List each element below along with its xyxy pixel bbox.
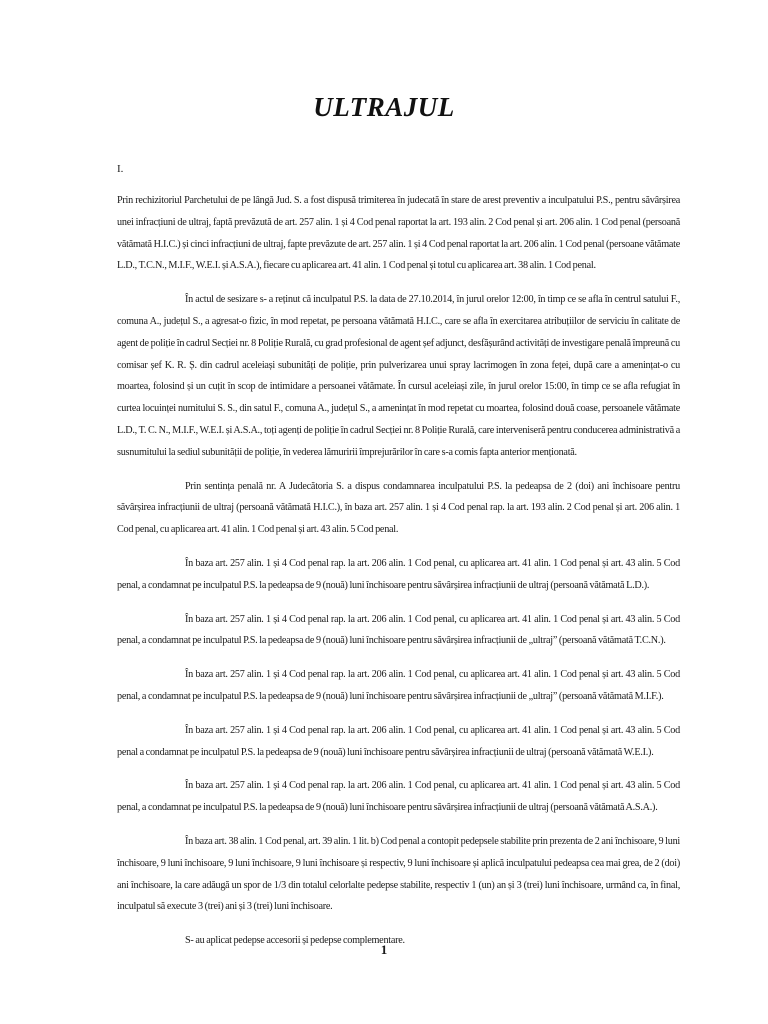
paragraph-conviction-tcn: În baza art. 257 alin. 1 și 4 Cod penal rap. la art. 206 alin. 1 Cod penal, cu aplicarea art. 41 alin. 1 Cod penal și art. 43 alin. 5 Cod penal, a condamnat pe inculpatul P.S. la pedeapsa de 9 (nouă) luni închisoare pentru săvârșirea infracțiunii de „ultraj” (persoană vătămată T.C.N.). (117, 613, 680, 647)
paragraph-facts: În actul de sesizare s- a reținut că inculpatul P.S. la data de 27.10.2014, în jurul orelor 12:00, în timp ce se afla în centrul satului F., comuna A., județul S., a agresat-o fizic, în mod repetat, pe persoana vătămată H.I.C., care se afla în exercitarea atribuțiilor de serviciu în calitate de agent de poliție în cadrul Secției nr. 8 Poliție Rurală, cu grad profesional de agent șef adjunct, desfășurând activități de investigare penală împreună cu comisar șef K. R. Ș. din cadrul aceleiași subunități de poliție, prin pulverizarea unui spray lacrimogen în zona feței, după care a amenințat-o cu moartea, folosind și un cuțit în scop de intimidare a persoanei vătămate. În cursul aceleiași zile, în jurul orelor 15:00, în timp ce se afla refugiat în curtea locuinței numitului S. S., din satul F., comuna A., județul S., a amenințat în mod repetat cu moartea, folosind două coase, persoanele vătămate L.D., T. C. N., M.I.F., W.E.I. și A.S.A., toți agenți de poliție în cadrul Secției nr. 8 Poliție Rurală, care interveniseră pentru conducerea administrativă a susnumitului la sediul subunității de poliție, în vederea lămuririi împrejurărilor în care s-a comis fapta anterior menționată. (117, 294, 680, 458)
paragraph-conviction-ld: În baza art. 257 alin. 1 și 4 Cod penal rap. la art. 206 alin. 1 Cod penal, cu aplicarea art. 41 alin. 1 Cod penal și art. 43 alin. 5 Cod penal, a condamnat pe inculpatul P.S. la pedeapsa de 9 (nouă) luni închisoare pentru săvârșirea infracțiunii de ultraj (persoană vătămată L.D.). (117, 557, 680, 591)
paragraph-conviction-mif: În baza art. 257 alin. 1 și 4 Cod penal rap. la art. 206 alin. 1 Cod penal, cu aplicarea art. 41 alin. 1 Cod penal și art. 43 alin. 5 Cod penal, a condamnat pe inculpatul P.S. la pedeapsa de 9 (nouă) luni închisoare pentru săvârșirea infracțiunii de „ultraj” (persoană vătămată M.I.F.). (117, 669, 680, 702)
paragraph-conviction-wei: În baza art. 257 alin. 1 și 4 Cod penal rap. la art. 206 alin. 1 Cod penal, cu aplicarea art. 41 alin. 1 Cod penal și art. 43 alin. 5 Cod penal a condamnat pe inculpatul P.S. la pedeapsa de 9 (nouă) luni închisoare pentru săvârșirea infracțiunii de ultraj (persoană vătămată W.E.I.). (117, 724, 680, 758)
section-number: I. (117, 163, 124, 175)
page-number: 1 (380, 942, 388, 957)
paragraph-accessory-penalties: S- au aplicat pedepse accesorii și pedepse complementare. (185, 935, 405, 947)
paragraph-merged-sentence: În baza art. 38 alin. 1 Cod penal, art. 39 alin. 1 lit. b) Cod penal a contopit pedepsele stabilite prin prezenta de 2 ani închisoare, 9 luni închisoare, 9 luni închisoare, 9 luni închisoare, 9 luni închisoare și respectiv, 9 luni închisoare și aplică inculpatului pedeapsa cea mai grea, de 2 (doi) ani închisoare, la care adăugă un spor de 1/3 din totalul celorlalte pedepse stabilite, respectiv 1 (un) an și 3 (trei) luni închisoare, urmând ca, în final, inculpatul să execute 3 (trei) ani și 3 (trei) luni închisoare. (117, 835, 680, 913)
document-body (117, 190, 680, 964)
paragraph-indictment: Prin rechizitoriul Parchetului de pe lângă Jud. S. a fost dispusă trimiterea în judecată în stare de arest preventiv a inculpatului P.S., pentru săvârșirea unei infracțiuni de ultraj, faptă prevăzută de art. 257 alin. 1 și 4 Cod penal raportat la art. 193 alin. 2 Cod penal și art. 206 alin. 1 Cod penal (persoană vătămată H.I.C.) și cinci infracțiuni de ultraj, fapte prevăzute de art. 257 alin. 1 și 4 Cod penal raportat la art. 206 alin. 1 Cod penal (persoane vătămate L.D., T.C.N., M.I.F., W.E.I. și A.S.A.), fiecare cu aplicarea art. 41 alin. 1 Cod penal și totul cu aplicarea art. 38 alin. 1 Cod penal. (117, 195, 680, 272)
paragraph-conviction-asa: În baza art. 257 alin. 1 și 4 Cod penal rap. la art. 206 alin. 1 Cod penal, cu aplicarea art. 41 alin. 1 Cod penal și art. 43 alin. 5 Cod penal, a condamnat pe inculpatul P.S. la pedeapsa de 9 (nouă) luni închisoare pentru săvârșirea infracțiunii de ultraj (persoană vătămată A.S.A.). (117, 780, 680, 814)
document-title: ULTRAJUL (313, 92, 455, 122)
paragraph-sentence: Prin sentința penală nr. A Judecătoria S. a dispus condamnarea inculpatului P.S. la pedeapsa de 2 (doi) ani închisoare pentru săvârșirea infracțiunii de ultraj (persoană vătămată H.I.C.), în baza art. 257 alin. 1 și 4 Cod penal rap. la art. 193 alin. 2 Cod penal și art. 206 alin. 1 Cod penal, cu aplicarea art. 41 alin. 1 Cod penal și art. 43 alin. 5 Cod penal. (117, 480, 680, 536)
